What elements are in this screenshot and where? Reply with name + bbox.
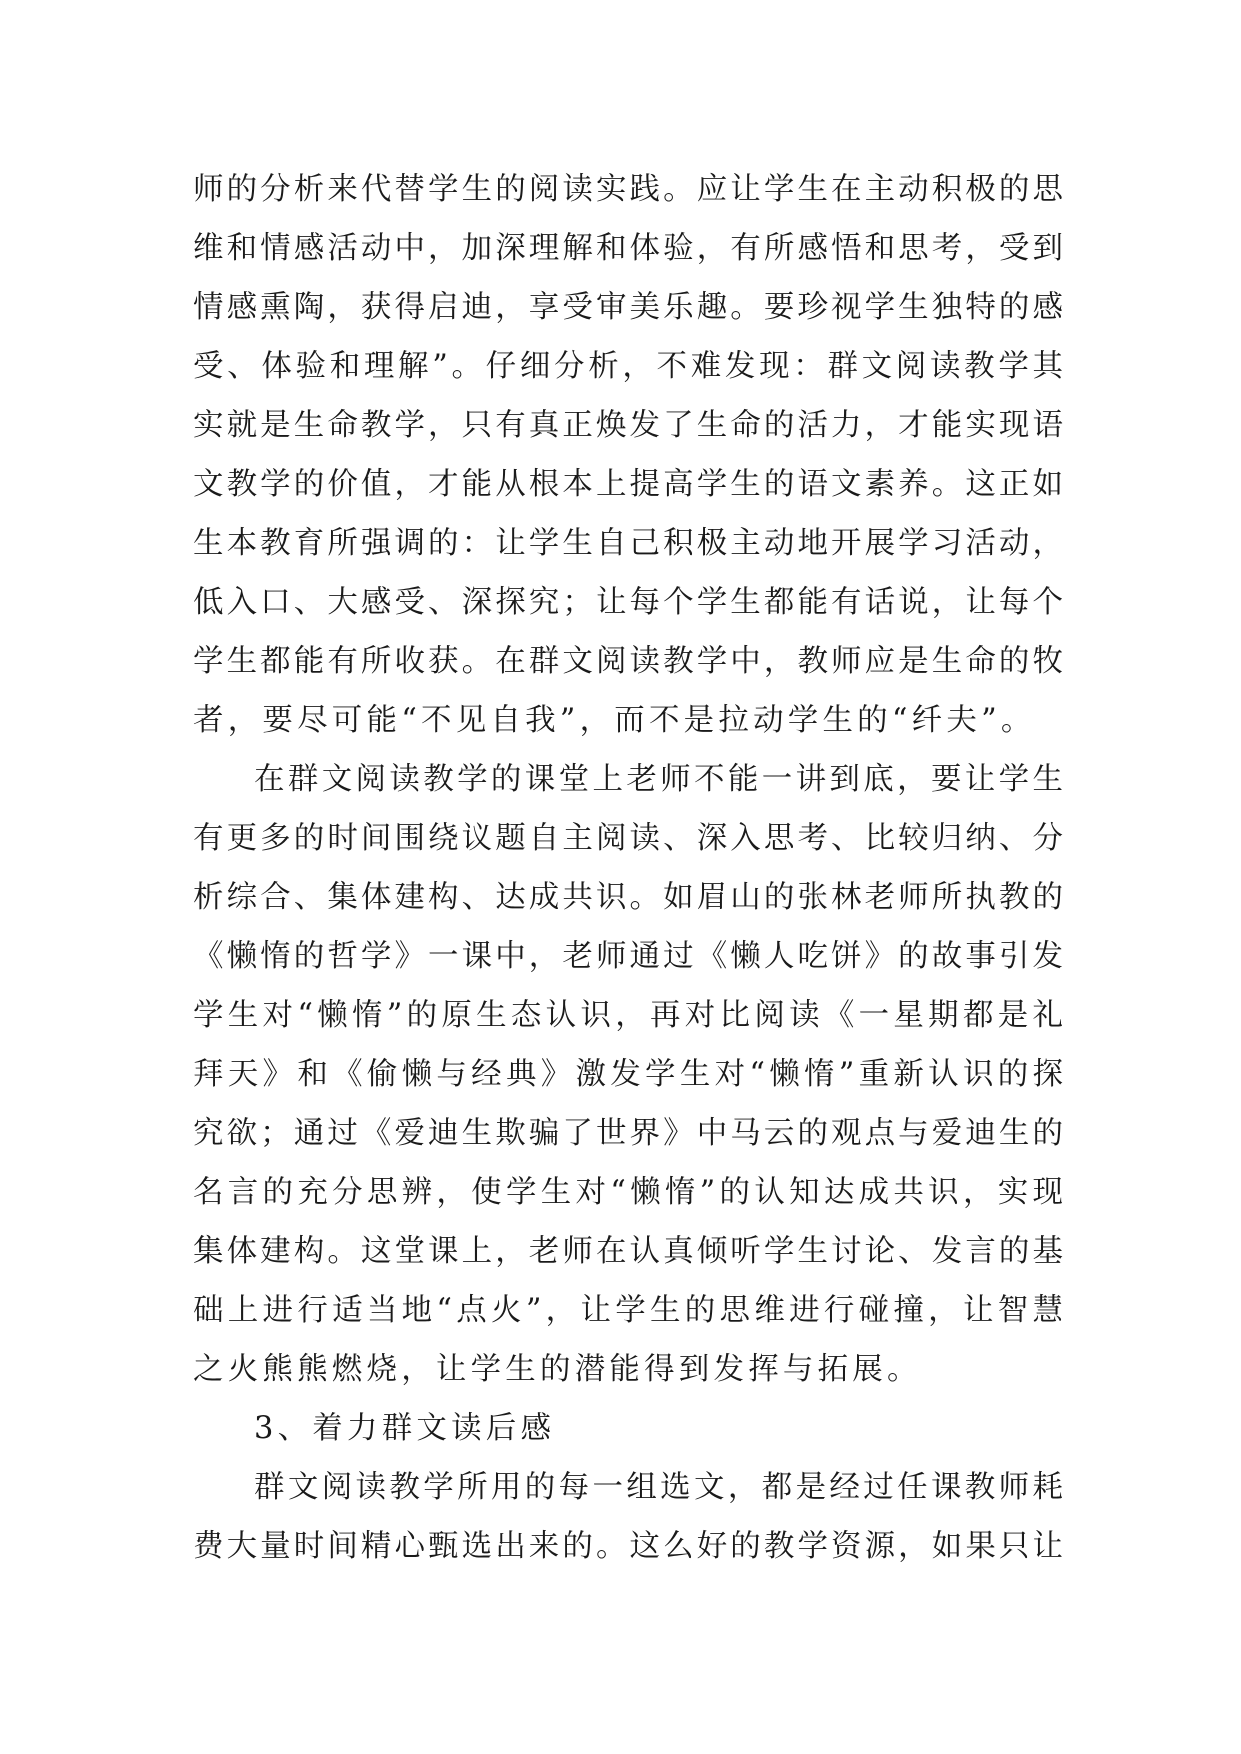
paragraph-1-line: 者，要尽可能“不见自我”，而不是拉动学生的“纤夫”。 [193, 703, 1036, 738]
paragraph-1-line: 生本教育所强调的：让学生自己积极主动地开展学习活动， [193, 526, 1063, 561]
paragraph-2-line: 有更多的时间围绕议题自主阅读、深入思考、比较归纳、分 [193, 821, 1063, 856]
paragraph-1-line: 实就是生命教学，只有真正焕发了生命的活力，才能实现语 [193, 408, 1063, 443]
paragraph-2-line: 础上进行适当地“点火”，让学生的思维进行碰撞，让智慧 [193, 1293, 1063, 1328]
paragraph-3-line: 群文阅读教学所用的每一组选文，都是经过任课教师耗 [254, 1470, 1063, 1505]
paragraph-2-line: 究欲；通过《爱迪生欺骗了世界》中马云的观点与爱迪生的 [193, 1116, 1063, 1151]
paragraph-1-line: 学生都能有所收获。在群文阅读教学中，教师应是生命的牧 [193, 644, 1063, 679]
paragraph-1-line: 低入口、大感受、深探究；让每个学生都能有话说，让每个 [193, 585, 1063, 620]
paragraph-2-line: 之火熊熊燃烧，让学生的潜能得到发挥与拓展。 [193, 1352, 922, 1387]
paragraph-2-line: 名言的充分思辨，使学生对“懒惰”的认知达成共识，实现 [193, 1175, 1063, 1210]
body-text [193, 160, 1063, 1576]
paragraph-1-line: 维和情感活动中，加深理解和体验，有所感悟和思考，受到 [193, 231, 1063, 266]
paragraph-1-line: 文教学的价值，才能从根本上提高学生的语文素养。这正如 [193, 467, 1063, 502]
paragraph-2-line: 集体建构。这堂课上，老师在认真倾听学生讨论、发言的基 [193, 1234, 1063, 1269]
paragraph-2-line: 拜天》和《偷懒与经典》激发学生对“懒惰”重新认识的探 [193, 1057, 1063, 1092]
paragraph-3-line: 费大量时间精心甄选出来的。这么好的教学资源，如果只让 [193, 1529, 1063, 1564]
paragraph-2-line: 学生对“懒惰”的原生态认识，再对比阅读《一星期都是礼 [193, 998, 1063, 1033]
paragraph-1-line: 情感熏陶，获得启迪，享受审美乐趣。要珍视学生独特的感 [193, 290, 1063, 325]
paragraph-1-line: 受、体验和理解”。仔细分析，不难发现：群文阅读教学其 [193, 349, 1063, 384]
paragraph-2-line: 《懒惰的哲学》一课中，老师通过《懒人吃饼》的故事引发 [193, 939, 1063, 974]
paragraph-2-line: 析综合、集体建构、达成共识。如眉山的张林老师所执教的 [193, 880, 1063, 915]
section-heading: 3、着力群文读后感 [254, 1411, 556, 1446]
paragraph-2-line: 在群文阅读教学的课堂上老师不能一讲到底，要让学生 [254, 762, 1063, 797]
paragraph-1-line: 师的分析来代替学生的阅读实践。应让学生在主动积极的思 [193, 172, 1063, 207]
